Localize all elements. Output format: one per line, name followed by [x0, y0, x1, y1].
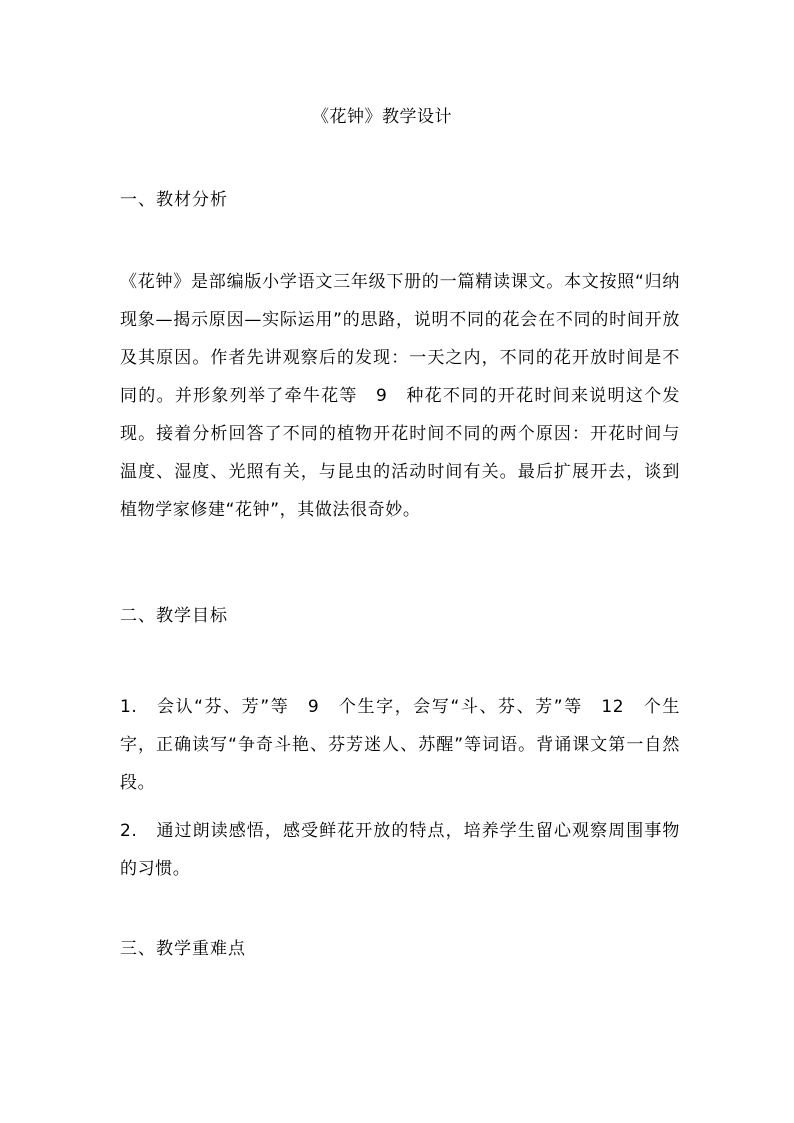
- teaching-goal-item: [120, 812, 680, 888]
- section-heading-teaching-goals: 二、教学目标: [120, 606, 228, 626]
- teaching-goal-text: 会认“芬、芳”等 9 个生字，会写“斗、芬、芳”等 12 个生字，正确读写“争奇斗艳、芬芳迷人、苏醒”等词语。背诵课文第一自然段。: [120, 697, 680, 793]
- teaching-goal-number: 2.: [120, 821, 138, 841]
- section-heading-textbook-analysis: 一、教材分析: [120, 190, 228, 210]
- teaching-goal-item: [120, 688, 680, 802]
- teaching-goal-number: 1.: [120, 697, 138, 717]
- textbook-analysis-paragraph: 《花钟》是部编版小学语文三年级下册的一篇精读课文。本文按照“归纳现象—揭示原因—实际运用”的思路，说明不同的花会在不同的时间开放及其原因。作者先讲观察后的发现：一天之内，不同的花开放时间是不同的。并形象列举了牵牛花等 9 种花不同的开花时间来说明这个发现。接着分析回答了不同的植物开花时间不同的两个原因：开花时间与温度、湿度、光照有关，与昆虫的活动时间有关。最后扩展开去，谈到植物学家修建“花钟”，其做法很奇妙。: [120, 272, 680, 520]
- section-heading-key-difficulties: 三、教学重难点: [120, 939, 246, 959]
- teaching-goal-text: 通过朗读感悟，感受鲜花开放的特点，培养学生留心观察周围事物的习惯。: [120, 821, 680, 879]
- document-title: 《花钟》教学设计: [312, 107, 452, 127]
